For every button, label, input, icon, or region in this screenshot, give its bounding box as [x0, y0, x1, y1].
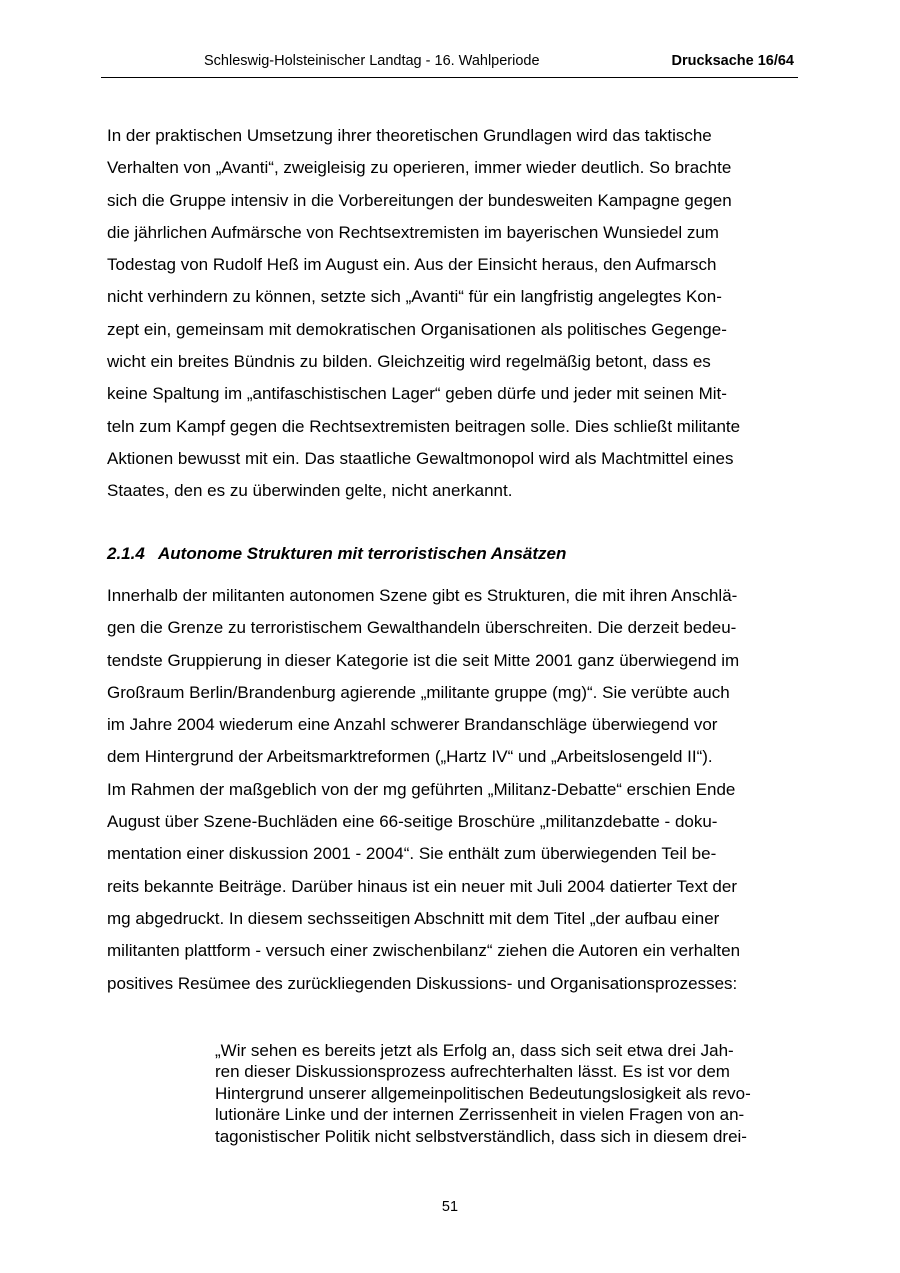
quote-line: lutionäre Linke und der internen Zerrissenheit in vielen Fragen von an- [215, 1105, 745, 1125]
text-line: militanten plattform - versuch einer zwischenbilanz“ ziehen die Autoren ein verhalten [107, 941, 741, 961]
section-title: Autonome Strukturen mit terroristischen Ansätzen [158, 544, 567, 563]
page-header [101, 50, 798, 78]
quote-line: ren dieser Diskussionsprozess aufrechterhalten lässt. Es ist vor dem [215, 1062, 730, 1082]
section-number: 2.1.4 [107, 544, 145, 563]
text-line: Verhalten von „Avanti“, zweigleisig zu operieren, immer wieder deutlich. So brachte [107, 158, 732, 178]
text-line: Großraum Berlin/Brandenburg agierende „militante gruppe (mg)“. Sie verübte auch [107, 682, 730, 702]
text-line: im Jahre 2004 wiederum eine Anzahl schwerer Brandanschläge überwiegend vor [107, 715, 718, 735]
quote-line: „Wir sehen es bereits jetzt als Erfolg an, dass sich seit etwa drei Jah- [215, 1041, 734, 1060]
header-title: Schleswig-Holsteinischer Landtag - 16. Wahlperiode [204, 53, 540, 69]
text-line: wicht ein breites Bündnis zu bilden. Gleichzeitig wird regelmäßig betont, dass es [107, 352, 711, 372]
text-line: sich die Gruppe intensiv in die Vorbereitungen der bundesweiten Kampagne gegen [107, 190, 732, 210]
quote-line: tagonistischer Politik nicht selbstverständlich, dass sich in diesem drei- [215, 1126, 747, 1146]
quote-line: Hintergrund unserer allgemeinpolitischen Bedeutungslosigkeit als revo- [215, 1083, 751, 1103]
text-line: die jährlichen Aufmärsche von Rechtsextremisten im bayerischen Wunsiedel zum [107, 222, 719, 242]
text-line: Innerhalb der militanten autonomen Szene gibt es Strukturen, die mit ihren Anschlä- [107, 586, 738, 605]
section-heading [107, 544, 566, 564]
block-quote [215, 1040, 795, 1147]
text-line: mg abgedruckt. In diesem sechsseitigen Abschnitt mit dem Titel „der aufbau einer [107, 908, 720, 928]
text-line: Todestag von Rudolf Heß im August ein. Aus der Einsicht heraus, den Aufmarsch [107, 255, 717, 275]
text-line: positives Resümee des zurückliegenden Diskussions- und Organisationsprozesses: [107, 973, 738, 993]
text-line: teln zum Kampf gegen die Rechtsextremisten beitragen solle. Dies schließt militante [107, 416, 741, 436]
text-line: nicht verhindern zu können, setzte sich „Avanti“ für ein langfristig angelegtes Kon- [107, 287, 722, 307]
text-line: Staates, den es zu überwinden gelte, nicht anerkannt. [107, 481, 513, 501]
text-line: dem Hintergrund der Arbeitsmarktreformen („Hartz IV“ und „Arbeitslosengeld II“). [107, 747, 713, 767]
page-number: 51 [441, 1199, 459, 1215]
paragraph-autonome-strukturen [107, 580, 797, 1000]
text-line: tendste Gruppierung in dieser Kategorie ist die seit Mitte 2001 ganz überwiegend im [107, 650, 740, 670]
text-line: zept ein, gemeinsam mit demokratischen Organisationen als politisches Gegenge- [107, 319, 727, 339]
paragraph-avanti [107, 120, 797, 508]
text-line: gen die Grenze zu terroristischem Gewalthandeln überschreiten. Die derzeit bedeu- [107, 618, 737, 638]
text-line: Im Rahmen der maßgeblich von der mg geführten „Militanz-Debatte“ erschien Ende [107, 779, 736, 799]
text-line: reits bekannte Beiträge. Darüber hinaus ist ein neuer mit Juli 2004 datierter Text der [107, 876, 737, 896]
text-line: keine Spaltung im „antifaschistischen Lager“ geben dürfe und jeder mit seinen Mit- [107, 384, 727, 404]
text-line: mentation einer diskussion 2001 - 2004“. Sie enthält zum überwiegenden Teil be- [107, 844, 717, 864]
text-line: In der praktischen Umsetzung ihrer theoretischen Grundlagen wird das taktische [107, 126, 712, 145]
text-line: August über Szene-Buchläden eine 66-seitige Broschüre „militanzdebatte - doku- [107, 812, 718, 832]
text-line: Aktionen bewusst mit ein. Das staatliche Gewaltmonopol wird als Machtmittel eines [107, 448, 734, 468]
document-reference: Drucksache 16/64 [671, 53, 794, 69]
